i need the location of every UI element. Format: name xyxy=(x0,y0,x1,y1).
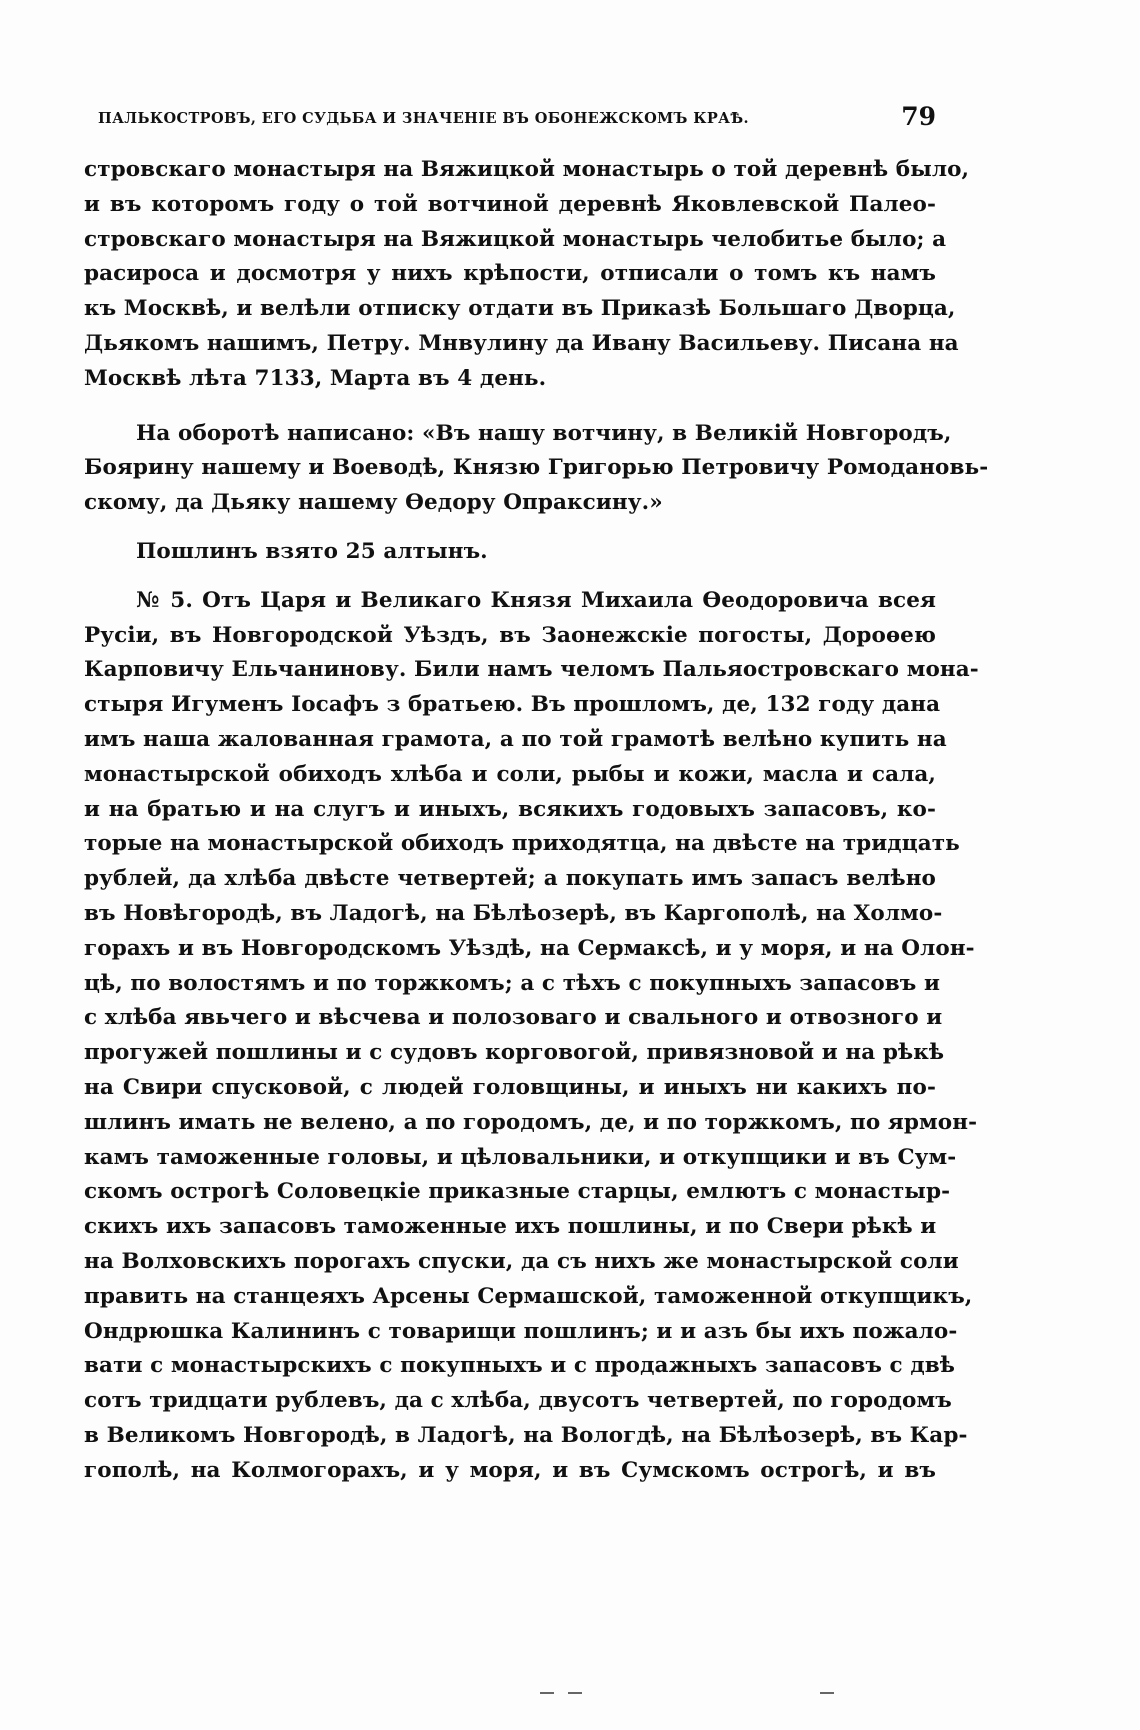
text-line: на Волховскихъ порогахъ спуски, да съ нихъ же монастырской соли xyxy=(84,1248,959,1274)
text-line: Ондрюшка Калининъ с товарищи пошлинъ; и и азъ бы ихъ пожало- xyxy=(84,1318,958,1344)
text-line: рублей, да хлѣба двѣсте четвертей; а покупать имъ запасъ велѣно xyxy=(84,866,936,892)
paragraph-gap xyxy=(84,397,936,417)
scan-speck xyxy=(568,1692,582,1694)
text-line: править на станцеяхъ Арсены Сермашской, таможенной откупщикъ, xyxy=(84,1283,973,1309)
text-line: стровскаго монастыря на Вяжицкой монастырь о той деревнѣ было, xyxy=(84,157,970,182)
text-line: Боярину нашему и Воеводѣ, Князю Григорью Петровичу Ромодановь- xyxy=(84,455,989,481)
text-line: с хлѣба явьчего и вѣсчева и полозоваго и свального и отвозного и xyxy=(84,1005,943,1031)
text-line: стровскаго монастыря на Вяжицкой монастырь челобитье было; а xyxy=(84,226,947,252)
scan-specks xyxy=(540,1692,840,1702)
text-line: имъ наша жалованная грамота, а по той грамотѣ велѣно купить на xyxy=(84,726,947,752)
text-line: къ Москвѣ, и велѣли отписку отдати въ Приказѣ Большаго Дворца, xyxy=(84,296,956,322)
text-line: монастырской обиходъ хлѣба и соли, рыбы и кожи, масла и сала, xyxy=(84,761,936,787)
page-body xyxy=(84,153,989,1488)
text-line: расироса и досмотря у нихъ крѣпости, отписали о томъ къ намъ xyxy=(84,261,936,287)
text-line: цѣ, по волостямъ и по торжкомъ; а с тѣхъ с покупныхъ запасовъ и xyxy=(84,970,941,996)
text-line: Карповичу Ельчанинову. Били намъ челомъ Пальяостровскаго мона- xyxy=(84,657,979,683)
text-line: Русіи, въ Новгородской Уѣздъ, въ Заонежскіе погосты, Дороѳею xyxy=(84,622,936,648)
scan-speck xyxy=(540,1692,554,1694)
text-line: и на братью и на слугъ и иныхъ, всякихъ годовыхъ запасовъ, ко- xyxy=(84,796,936,822)
text-line: на Свири спусковой, с людей головщины, и иныхъ ни какихъ по- xyxy=(84,1074,936,1100)
scan-speck xyxy=(820,1692,834,1694)
text-line: в Великомъ Новгородѣ, в Ладогѣ, на Вологдѣ, на Бѣлѣозерѣ, въ Кар- xyxy=(84,1422,968,1448)
text-line: скихъ ихъ запасовъ таможенные ихъ пошлины, и по Свери рѣкѣ и xyxy=(84,1214,937,1240)
text-line: Пошлинъ взято 25 алтынъ. xyxy=(136,538,488,564)
text-line: прогужей пошлины и с судовъ корговогой, привязновой и на рѣкѣ xyxy=(84,1040,945,1066)
paragraph-continuation xyxy=(84,153,970,397)
page-number: 79 xyxy=(901,102,936,131)
text-line: вати с монастырскихъ с покупныхъ и с продажныхъ запасовъ с двѣ xyxy=(84,1353,956,1379)
running-title: ПАЛЬКОСТРОВЪ, ЕГО СУДЬБА И ЗНАЧЕНІЕ ВЪ ОБОНЕЖСКОМЪ КРАѢ. xyxy=(98,110,749,127)
text-line: и въ которомъ году о той вотчиной деревнѣ Яковлевской Палео- xyxy=(84,191,936,217)
text-line: Дьякомъ нашимъ, Петру. Мнвулину да Ивану Васильеву. Писана на xyxy=(84,330,959,356)
paragraph-duty xyxy=(84,535,936,570)
text-line: На оборотѣ написано: «Въ нашу вотчину, в Великій Новгородъ, xyxy=(136,420,952,446)
paragraph-gap xyxy=(84,570,936,584)
text-line: стыря Игуменъ Іосафъ з братьею. Въ прошломъ, де, 132 году дана xyxy=(84,692,941,718)
text-line: камъ таможенные головы, и цѣловальники, и откупщики и въ Сум- xyxy=(84,1144,957,1170)
text-line: торые на монастырской обиходъ приходятца, на двѣсте на тридцать xyxy=(84,831,960,857)
text-line: скому, да Дьяку нашему Өедору Опраксину.» xyxy=(84,490,663,516)
text-line: горахъ и въ Новгородскомъ Уѣздѣ, на Сермаксѣ, и у моря, и на Олон- xyxy=(84,935,975,961)
text-line: гополѣ, на Колмогорахъ, и у моря, и въ Сумскомъ острогѣ, и въ xyxy=(84,1457,936,1483)
paragraph-document-5 xyxy=(84,584,979,1489)
text-line: сотъ тридцати рублевъ, да с хлѣба, двусотъ четвертей, по городомъ xyxy=(84,1388,952,1414)
text-line: Москвѣ лѣта 7133, Марта въ 4 день. xyxy=(84,365,547,391)
text-line: скомъ острогѣ Соловецкіе приказные старцы, емлютъ с монастыр- xyxy=(84,1179,951,1205)
paragraph-gap xyxy=(84,521,936,535)
text-line: шлинъ имать не велено, а по городомъ, де, и по торжкомъ, по ярмон- xyxy=(84,1109,978,1135)
text-line: въ Новѣгородѣ, въ Ладогѣ, на Бѣлѣозерѣ, въ Каргополѣ, на Холмо- xyxy=(84,900,943,926)
paragraph-endorsement xyxy=(84,417,989,521)
text-line: № 5. Отъ Царя и Великаго Князя Михаила Өеодоровича всея xyxy=(136,587,936,613)
running-head xyxy=(98,100,936,136)
